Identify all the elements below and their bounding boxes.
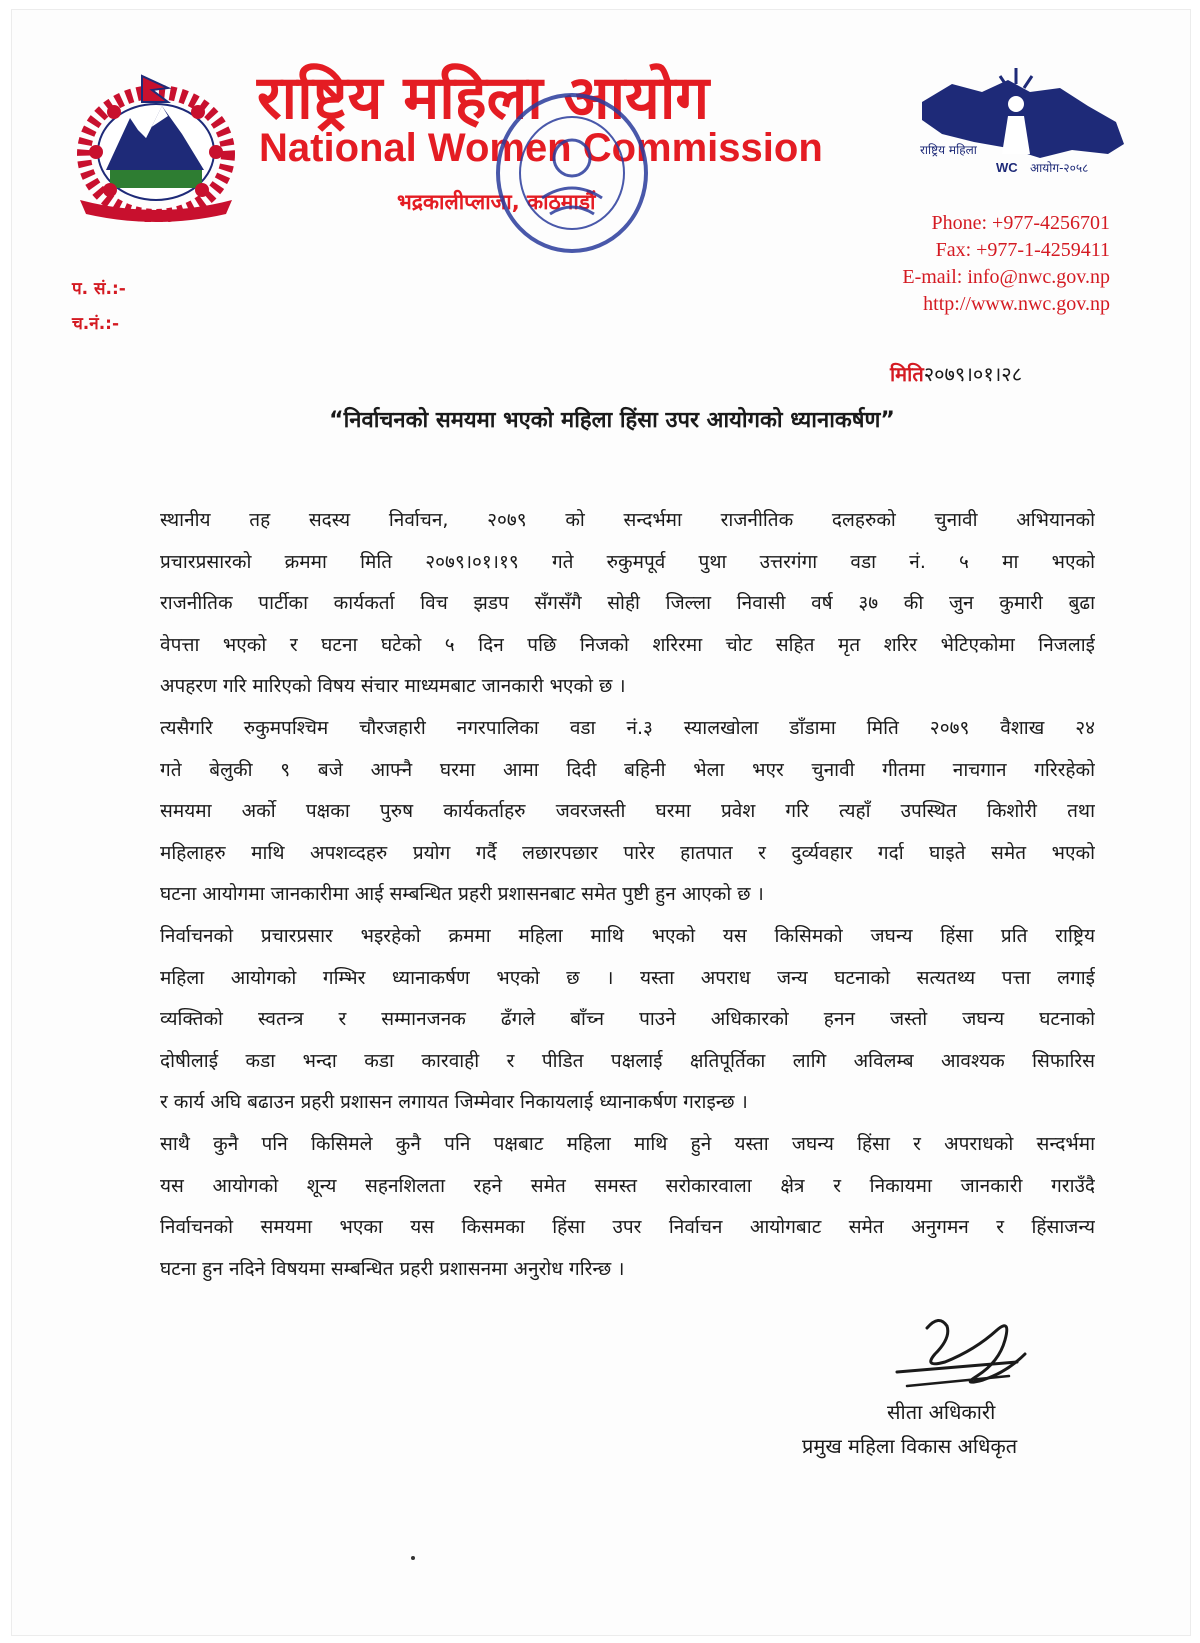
signatory-designation: प्रमुख महिला विकास अधिकृत (802, 1434, 1018, 1458)
body-line: समयमा अर्को पक्षका पुरुष कार्यकर्ताहरु जवरजस्ती घरमा प्रवेश गरि त्यहाँ उपस्थित किशोरी तथा (160, 800, 1095, 823)
body-line: यस आयोगको शून्य सहनशिलता रहने समेत समस्त सरोकारवाला क्षेत्र र निकायमा जानकारी गराउँदै (160, 1174, 1095, 1197)
header-address: भद्रकालीप्लाजा, काठमाडौं (397, 190, 596, 214)
header-title-english: National Women Commission (259, 126, 823, 170)
right-logo-text-2: आयोग-२०५८ (1030, 161, 1089, 175)
nepal-emblem-icon (70, 72, 242, 222)
body-line: त्यसैगरि रुकुमपश्चिम चौरजहारी नगरपालिका वडा नं.३ स्यालखोला डाँडामा मिति २०७९ वैशाख २४ (160, 716, 1095, 739)
letter-body (160, 500, 1095, 1290)
patra-sankhya-label: प. सं.:- (72, 279, 126, 299)
body-line: अपहरण गरि मारिएको विषय संचार माध्यमबाट जानकारी भएको छ । (160, 675, 626, 698)
date-value: २०७९।०१।२८ (923, 362, 1023, 386)
letter-sheet (12, 10, 1190, 1635)
letter-subject: “निर्वाचनको समयमा भएको महिला हिंसा उपर आयोगको ध्यानाकर्षण” (329, 408, 895, 433)
body-line: घटना आयोगमा जानकारीमा आई सम्बन्धित प्रहरी प्रशासनबाट समेत पुष्टी हुन आएको छ । (160, 883, 764, 906)
body-line: प्रचारप्रसारको क्रममा मिति २०७९।०१।१९ गते रुकुमपूर्व पुथा उत्तरगंगा वडा नं. ५ मा भएको (160, 550, 1095, 573)
body-line: साथै कुनै पनि किसिमले कुनै पनि पक्षबाट महिला माथि हुने यस्ता जघन्य हिंसा र अपराधको सन्दर्भमा (160, 1132, 1095, 1155)
header-title-nepali: राष्ट्रिय महिला आयोग (257, 63, 710, 133)
contact-phone: Phone: +977-4256701 (931, 212, 1110, 234)
contact-website: http://www.nwc.gov.np (923, 293, 1110, 315)
contact-info (810, 210, 1110, 318)
body-line: महिलाहरु माथि अपशव्दहरु प्रयोग गर्दै लछारपछार पारेर हातपात र दुर्व्यवहार गर्दा घाइते समेत भएको (160, 841, 1095, 864)
body-line: गते बेलुकी ९ बजे आफ्नै घरमा आमा दिदी बहिनी भेला भएर चुनावी गीतमा नाचगान गरिरहेको (160, 758, 1095, 781)
date-row (890, 360, 1090, 388)
body-line: महिला आयोगको गम्भिर ध्यानाकर्षण भएको छ । यस्ता अपराध जन्य घटनाको सत्यतथ्य पत्ता लगाई (160, 966, 1095, 989)
chalani-number-label: च.नं.:- (72, 314, 119, 334)
body-line: निर्वाचनको समयमा भएका यस किसमका हिंसा उपर निर्वाचन आयोगबाट समेत अनुगमन र हिंसाजन्य (160, 1216, 1095, 1239)
handwritten-signature (887, 1310, 1037, 1400)
contact-email: E-mail: info@nwc.gov.np (902, 266, 1110, 288)
contact-fax: Fax: +977-1-4259411 (935, 239, 1110, 261)
body-line: र कार्य अघि बढाउन प्रहरी प्रशासन लगायत जिम्मेवार निकायलाई ध्यानाकर्षण गराइन्छ । (160, 1091, 748, 1114)
body-line: स्थानीय तह सदस्य निर्वाचन, २०७९ को सन्दर्भमा राजनीतिक दलहरुको चुनावी अभियानको (160, 509, 1095, 531)
office-seal-stamp (492, 88, 652, 258)
signatory-block (802, 1395, 1102, 1463)
paper-speck (410, 1555, 416, 1561)
reference-block (72, 272, 272, 342)
right-logo-text-1: राष्ट्रिय महिला (920, 143, 977, 157)
body-line: व्यक्तिको स्वतन्त्र र सम्मानजनक ढँगले बाँच्न पाउने अधिकारको हनन जस्तो जघन्य घटनाको (160, 1008, 1095, 1031)
nwc-logo-icon (912, 62, 1132, 187)
body-line: वेपत्ता भएको र घटना घटेको ५ दिन पछि निजको शरिरमा चोट सहित मृत शरिर भेटिएकोमा निजलाई (160, 633, 1095, 656)
right-logo-initials: WC (996, 160, 1018, 175)
date-label: मिति (890, 362, 924, 386)
body-line: राजनीतिक पार्टीका कार्यकर्ता विच झडप सँगसँगै सोही जिल्ला निवासी वर्ष ३७ की जुन कुमारी बुढा (160, 592, 1095, 615)
body-line: घटना हुन नदिने विषयमा सम्बन्धित प्रहरी प्रशासनमा अनुरोध गरिन्छ । (160, 1257, 625, 1280)
signatory-name: सीता अधिकारी (887, 1400, 996, 1424)
body-line: दोषीलाई कडा भन्दा कडा कारवाही र पीडित पक्षलाई क्षतिपूर्तिका लागि अविलम्ब आवश्यक सिफारिस (160, 1049, 1095, 1072)
body-line: निर्वाचनको प्रचारप्रसार भइरहेको क्रममा महिला माथि भएको यस किसिमको जघन्य हिंसा प्रति राष्ट्रिय (160, 924, 1095, 947)
